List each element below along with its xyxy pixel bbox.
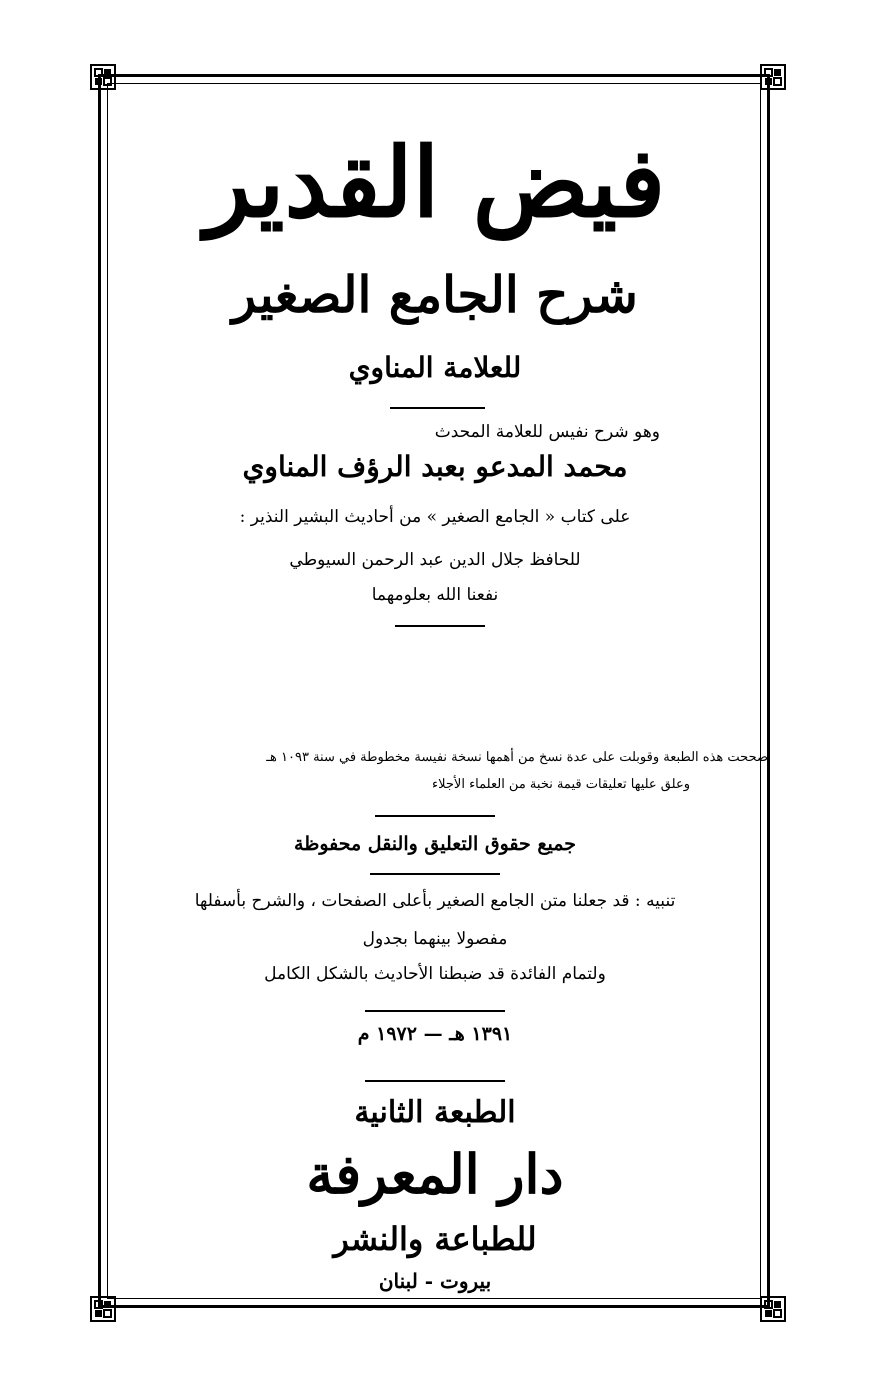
divider [375,815,495,817]
ornament-corner-icon [90,64,116,90]
edition-label: الطبعة الثانية [354,1095,516,1130]
rights-notice: جميع حقوق التعليق والنقل محفوظة [294,833,576,855]
book-title: فيض القدير [204,126,666,239]
notice-line: تنبيه : قد جعلنا متن الجامع الصغير بأعلى الصفحات ، والشرح بأسفلها [194,891,676,911]
notice-line: ولتمام الفائدة قد ضبطنا الأحاديث بالشكل الكامل [264,964,606,984]
publisher-subtitle: للطباعة والنشر [333,1220,537,1258]
publisher-location: بيروت - لبنان [378,1269,492,1293]
publisher-name: دار المعرفة [306,1142,564,1206]
description-line: على كتاب « الجامع الصغير » من أحاديث البشير النذير : [239,507,631,527]
divider [365,1010,505,1012]
author-short: للعلامة المناوي [348,351,522,384]
divider [395,625,485,627]
description-line: وهو شرح نفيس للعلامة المحدث [434,422,660,442]
edition-note-line: وعلق عليها تعليقات قيمة نخبة من العلماء الأجلاء [432,777,690,792]
ornament-corner-icon [90,1296,116,1322]
publication-date: ١٣٩١ هـ — ١٩٧٢ م [357,1023,513,1045]
ornament-corner-icon [760,1296,786,1322]
book-subtitle: شرح الجامع الصغير [232,265,638,324]
divider [370,873,500,875]
divider [390,407,485,409]
notice-line: مفصولا بينهما بجدول [362,929,508,949]
edition-note-line: صححت هذه الطبعة وقوبلت على عدة نسخ من أهمها نسخة نفيسة مخطوطة في سنة ١٠٩٣ هـ [266,750,768,765]
divider [365,1080,505,1082]
description-line: نفعنا الله بعلومهما [371,585,499,605]
description-line: للحافظ جلال الدين عبد الرحمن السيوطي [289,550,581,570]
ornament-corner-icon [760,64,786,90]
author-full-name: محمد المدعو بعبد الرؤف المناوي [242,450,628,483]
